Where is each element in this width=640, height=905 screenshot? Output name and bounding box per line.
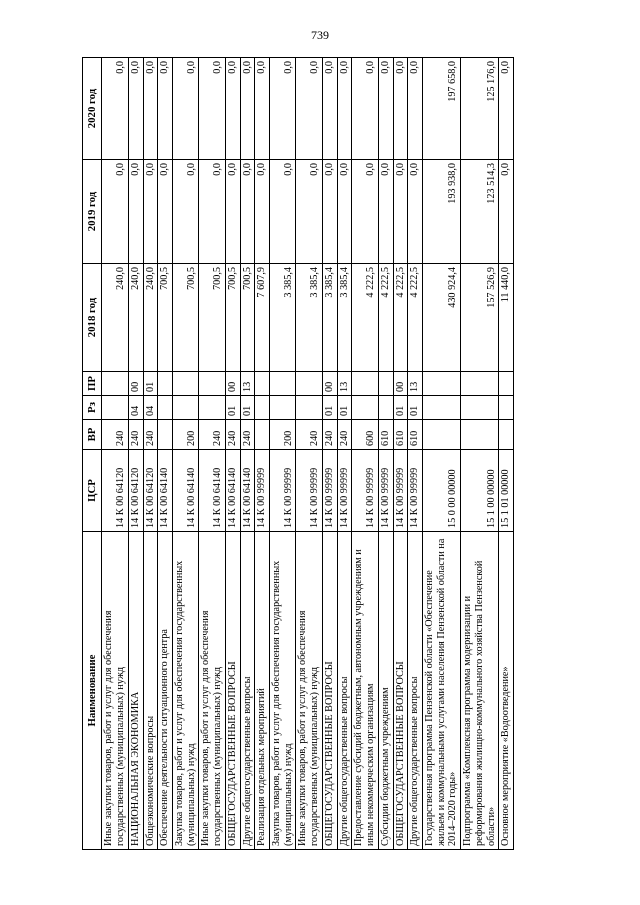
table-row xyxy=(322,58,337,850)
cell-csr: 14 К 00 99999 xyxy=(408,450,423,532)
cell-2020: 197 658,0 xyxy=(422,58,460,160)
cell-2018: 240,0 xyxy=(143,264,158,372)
cell-pr xyxy=(270,372,296,396)
budget-table xyxy=(82,57,514,850)
cell-csr: 15 0 00 00000 xyxy=(422,450,460,532)
cell-2020: 0,0 xyxy=(102,58,128,160)
cell-vr: 240 xyxy=(143,420,158,450)
cell-2018: 3 385,4 xyxy=(270,264,296,372)
cell-csr: 14 К 00 64140 xyxy=(173,450,199,532)
table-row xyxy=(378,58,393,850)
cell-name: Закупка товаров, работ и услуг для обеспечения государственных (муниципальных) нужд xyxy=(270,532,296,850)
cell-rz: 01 xyxy=(322,396,337,420)
cell-vr: 240 xyxy=(296,420,322,450)
cell-2019: 0,0 xyxy=(199,160,225,264)
cell-name: Другие общегосударственные вопросы xyxy=(408,532,423,850)
cell-csr: 14 К 00 99999 xyxy=(296,450,322,532)
cell-2019: 0,0 xyxy=(255,160,270,264)
cell-name: Общеэкономические вопросы xyxy=(143,532,158,850)
cell-2019: 123 514,3 xyxy=(461,160,499,264)
header-rz: Рз xyxy=(83,396,102,420)
cell-2018: 3 385,4 xyxy=(322,264,337,372)
cell-pr: 13 xyxy=(337,372,352,396)
cell-pr xyxy=(102,372,128,396)
table-row xyxy=(102,58,128,850)
cell-vr: 600 xyxy=(352,420,378,450)
budget-table-wrapper xyxy=(82,58,569,850)
cell-2019: 0,0 xyxy=(352,160,378,264)
cell-name: ОБЩЕГОСУДАРСТВЕННЫЕ ВОПРОСЫ xyxy=(225,532,240,850)
cell-2020: 0,0 xyxy=(296,58,322,160)
cell-csr: 14 К 00 64140 xyxy=(199,450,225,532)
header-name: Наименование xyxy=(83,532,102,850)
table-row xyxy=(270,58,296,850)
cell-csr: 14 К 00 99999 xyxy=(378,450,393,532)
cell-2018: 700,5 xyxy=(199,264,225,372)
cell-vr: 240 xyxy=(199,420,225,450)
cell-2019: 0,0 xyxy=(393,160,408,264)
cell-2019: 0,0 xyxy=(102,160,128,264)
cell-name: Государственная программа Пензенской области «Обеспечение жильем и коммунальными услугами населения Пензенской области на 2014–2020 годы» xyxy=(422,532,460,850)
cell-2019: 0,0 xyxy=(378,160,393,264)
cell-pr: 00 xyxy=(393,372,408,396)
cell-vr: 240 xyxy=(337,420,352,450)
cell-csr: 14 К 00 99999 xyxy=(352,450,378,532)
cell-vr: 610 xyxy=(408,420,423,450)
cell-2020: 0,0 xyxy=(337,58,352,160)
cell-name: ОБЩЕГОСУДАРСТВЕННЫЕ ВОПРОСЫ xyxy=(393,532,408,850)
table-row xyxy=(225,58,240,850)
cell-2020: 0,0 xyxy=(225,58,240,160)
cell-2020: 0,0 xyxy=(173,58,199,160)
table-row xyxy=(296,58,322,850)
cell-2018: 11 440,0 xyxy=(499,264,514,372)
cell-vr: 240 xyxy=(322,420,337,450)
cell-name: Закупка товаров, работ и услуг для обеспечения государственных (муниципальных) нужд xyxy=(173,532,199,850)
cell-2019: 0,0 xyxy=(296,160,322,264)
cell-rz xyxy=(499,396,514,420)
table-row xyxy=(143,58,158,850)
table-body xyxy=(102,58,514,850)
cell-rz xyxy=(158,396,173,420)
page-number: 739 xyxy=(311,28,329,42)
cell-vr: 240 xyxy=(102,420,128,450)
cell-2019: 0,0 xyxy=(225,160,240,264)
cell-rz: 01 xyxy=(408,396,423,420)
cell-name: НАЦИОНАЛЬНАЯ ЭКОНОМИКА xyxy=(128,532,143,850)
header-csr: ЦСР xyxy=(83,450,102,532)
cell-2018: 7 607,9 xyxy=(255,264,270,372)
cell-pr: 01 xyxy=(143,372,158,396)
cell-rz xyxy=(173,396,199,420)
cell-2019: 0,0 xyxy=(499,160,514,264)
cell-pr: 13 xyxy=(408,372,423,396)
cell-rz xyxy=(270,396,296,420)
cell-2018: 700,5 xyxy=(158,264,173,372)
table-row xyxy=(499,58,514,850)
cell-vr xyxy=(461,420,499,450)
cell-2020: 0,0 xyxy=(199,58,225,160)
cell-rz xyxy=(461,396,499,420)
cell-vr: 240 xyxy=(225,420,240,450)
cell-2018: 3 385,4 xyxy=(337,264,352,372)
cell-2018: 4 222,5 xyxy=(393,264,408,372)
cell-name: Иные закупки товаров, работ и услуг для обеспечения государственных (муниципальных) нужд xyxy=(199,532,225,850)
cell-name: Реализация отдельных мероприятий xyxy=(255,532,270,850)
table-header-row xyxy=(83,58,102,850)
cell-2018: 4 222,5 xyxy=(352,264,378,372)
table-row xyxy=(128,58,143,850)
cell-2020: 0,0 xyxy=(322,58,337,160)
cell-name: ОБЩЕГОСУДАРСТВЕННЫЕ ВОПРОСЫ xyxy=(322,532,337,850)
table-row xyxy=(255,58,270,850)
cell-2019: 0,0 xyxy=(143,160,158,264)
cell-name: Иные закупки товаров, работ и услуг для обеспечения государственных (муниципальных) нужд xyxy=(296,532,322,850)
cell-rz xyxy=(102,396,128,420)
cell-2018: 700,5 xyxy=(225,264,240,372)
cell-csr: 15 1 01 00000 xyxy=(499,450,514,532)
cell-vr xyxy=(255,420,270,450)
cell-2020: 0,0 xyxy=(378,58,393,160)
cell-csr: 14 К 00 99999 xyxy=(337,450,352,532)
table-row xyxy=(173,58,199,850)
cell-pr xyxy=(499,372,514,396)
cell-2018: 240,0 xyxy=(128,264,143,372)
table-row xyxy=(393,58,408,850)
cell-2020: 0,0 xyxy=(255,58,270,160)
cell-2018: 430 924,4 xyxy=(422,264,460,372)
table-row xyxy=(240,58,255,850)
cell-csr: 14 К 00 64140 xyxy=(158,450,173,532)
cell-csr: 14 К 00 64120 xyxy=(143,450,158,532)
cell-csr: 14 К 00 64140 xyxy=(225,450,240,532)
cell-rz: 01 xyxy=(240,396,255,420)
cell-rz: 04 xyxy=(128,396,143,420)
cell-2019: 0,0 xyxy=(240,160,255,264)
cell-2018: 4 222,5 xyxy=(408,264,423,372)
cell-2019: 0,0 xyxy=(322,160,337,264)
cell-2020: 0,0 xyxy=(128,58,143,160)
cell-pr: 00 xyxy=(322,372,337,396)
table-row xyxy=(422,58,460,850)
header-2018: 2018 год xyxy=(83,264,102,372)
header-pr: ПР xyxy=(83,372,102,396)
cell-csr: 14 К 00 64140 xyxy=(240,450,255,532)
table-row xyxy=(199,58,225,850)
cell-name: Другие общегосударственные вопросы xyxy=(337,532,352,850)
cell-2019: 0,0 xyxy=(408,160,423,264)
cell-rz xyxy=(352,396,378,420)
cell-name: Обеспечение деятельности ситуационного центра xyxy=(158,532,173,850)
cell-rz: 01 xyxy=(225,396,240,420)
rotated-page-area xyxy=(82,58,569,850)
cell-name: Предоставление субсидий бюджетным, автономным учреждениям и иным некоммерческим организациям xyxy=(352,532,378,850)
cell-vr: 240 xyxy=(128,420,143,450)
cell-name: Основное мероприятие «Водоотведение» xyxy=(499,532,514,850)
cell-name: Субсидии бюджетным учреждениям xyxy=(378,532,393,850)
cell-vr: 610 xyxy=(378,420,393,450)
cell-2018: 700,5 xyxy=(240,264,255,372)
cell-2019: 0,0 xyxy=(128,160,143,264)
cell-2020: 125 176,0 xyxy=(461,58,499,160)
cell-name: Другие общегосударственные вопросы xyxy=(240,532,255,850)
cell-rz xyxy=(296,396,322,420)
cell-2020: 0,0 xyxy=(408,58,423,160)
cell-vr: 610 xyxy=(393,420,408,450)
cell-vr: 200 xyxy=(270,420,296,450)
cell-2018: 240,0 xyxy=(102,264,128,372)
cell-pr xyxy=(199,372,225,396)
cell-2019: 0,0 xyxy=(173,160,199,264)
cell-name: Иные закупки товаров, работ и услуг для обеспечения государственных (муниципальных) нужд xyxy=(102,532,128,850)
table-row xyxy=(408,58,423,850)
table-row xyxy=(337,58,352,850)
cell-pr: 00 xyxy=(128,372,143,396)
cell-rz xyxy=(378,396,393,420)
cell-2018: 157 526,9 xyxy=(461,264,499,372)
cell-2018: 700,5 xyxy=(173,264,199,372)
table-row xyxy=(158,58,173,850)
cell-vr: 200 xyxy=(173,420,199,450)
cell-pr xyxy=(422,372,460,396)
cell-2020: 0,0 xyxy=(393,58,408,160)
cell-vr xyxy=(158,420,173,450)
cell-csr: 14 К 00 64120 xyxy=(128,450,143,532)
cell-2020: 0,0 xyxy=(240,58,255,160)
cell-vr: 240 xyxy=(240,420,255,450)
cell-name: Подпрограмма «Комплексная программа модернизации и реформирования жилищно-коммунального хозяйства Пензенской области» xyxy=(461,532,499,850)
cell-rz xyxy=(199,396,225,420)
cell-2018: 3 385,4 xyxy=(296,264,322,372)
cell-2019: 0,0 xyxy=(270,160,296,264)
cell-2020: 0,0 xyxy=(499,58,514,160)
cell-vr xyxy=(499,420,514,450)
header-vr: ВР xyxy=(83,420,102,450)
cell-pr xyxy=(158,372,173,396)
cell-csr: 14 К 00 99999 xyxy=(255,450,270,532)
cell-pr xyxy=(461,372,499,396)
cell-2019: 193 938,0 xyxy=(422,160,460,264)
cell-csr: 14 К 00 99999 xyxy=(322,450,337,532)
header-2020: 2020 год xyxy=(83,58,102,160)
cell-2018: 4 222,5 xyxy=(378,264,393,372)
cell-csr: 14 К 00 64120 xyxy=(102,450,128,532)
cell-2020: 0,0 xyxy=(270,58,296,160)
cell-2020: 0,0 xyxy=(143,58,158,160)
cell-pr xyxy=(352,372,378,396)
cell-pr xyxy=(296,372,322,396)
cell-pr xyxy=(173,372,199,396)
cell-rz: 01 xyxy=(337,396,352,420)
cell-csr: 14 К 00 99999 xyxy=(393,450,408,532)
table-row xyxy=(352,58,378,850)
cell-rz: 01 xyxy=(393,396,408,420)
table-row xyxy=(461,58,499,850)
cell-pr xyxy=(255,372,270,396)
cell-2020: 0,0 xyxy=(352,58,378,160)
header-2019: 2019 год xyxy=(83,160,102,264)
cell-pr: 00 xyxy=(225,372,240,396)
cell-csr: 15 1 00 00000 xyxy=(461,450,499,532)
cell-2020: 0,0 xyxy=(158,58,173,160)
cell-vr xyxy=(422,420,460,450)
cell-2019: 0,0 xyxy=(337,160,352,264)
cell-csr: 14 К 00 99999 xyxy=(270,450,296,532)
cell-rz xyxy=(255,396,270,420)
cell-rz xyxy=(422,396,460,420)
cell-pr xyxy=(378,372,393,396)
cell-pr: 13 xyxy=(240,372,255,396)
cell-2019: 0,0 xyxy=(158,160,173,264)
cell-rz: 04 xyxy=(143,396,158,420)
